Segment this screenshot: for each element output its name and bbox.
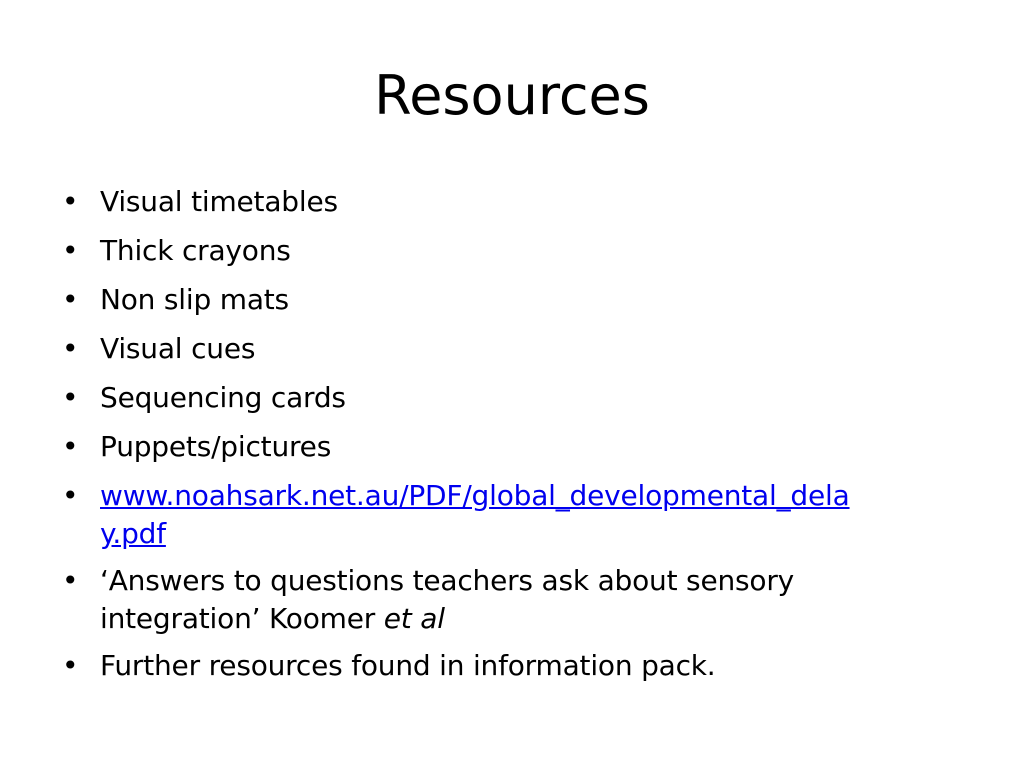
slide-title: Resources [374, 64, 650, 127]
bullet-icon: • [62, 234, 79, 267]
bullet-icon: • [62, 381, 79, 414]
bullet-list [62, 183, 962, 696]
bullet-icon: • [62, 564, 79, 597]
noahsark-pdf-link[interactable] [100, 479, 850, 550]
bullet-icon: • [62, 332, 79, 365]
list-item-text: Puppets/pictures [100, 430, 332, 463]
list-item-text: Visual cues [100, 332, 256, 365]
list-item [62, 232, 962, 270]
bullet-icon: • [62, 283, 79, 316]
list-item [62, 562, 962, 638]
link-text-line2: y.pdf [100, 517, 166, 550]
list-item-text: Sequencing cards [100, 381, 346, 414]
list-item-text: Non slip mats [100, 283, 289, 316]
bullet-icon: • [62, 479, 79, 512]
list-item [62, 330, 962, 368]
list-item-text: Thick crayons [100, 234, 291, 267]
list-item [62, 428, 962, 466]
link-text-line1: www.noahsark.net.au/PDF/global_developmental_dela [100, 479, 850, 512]
list-item [62, 647, 962, 685]
list-item [62, 379, 962, 417]
list-item-text-line1: ‘Answers to questions teachers ask about sensory [100, 564, 795, 597]
bullet-icon: • [62, 649, 79, 682]
list-item-text: Further resources found in information pack. [100, 649, 716, 682]
list-item-italic-text: et al [383, 602, 445, 635]
bullet-icon: • [62, 185, 79, 218]
list-item-text-line2: integration’ Koomer [100, 602, 384, 635]
list-item [62, 281, 962, 319]
list-item [62, 477, 962, 553]
list-item-text: Visual timetables [100, 185, 338, 218]
list-item [62, 183, 962, 221]
bullet-icon: • [62, 430, 79, 463]
